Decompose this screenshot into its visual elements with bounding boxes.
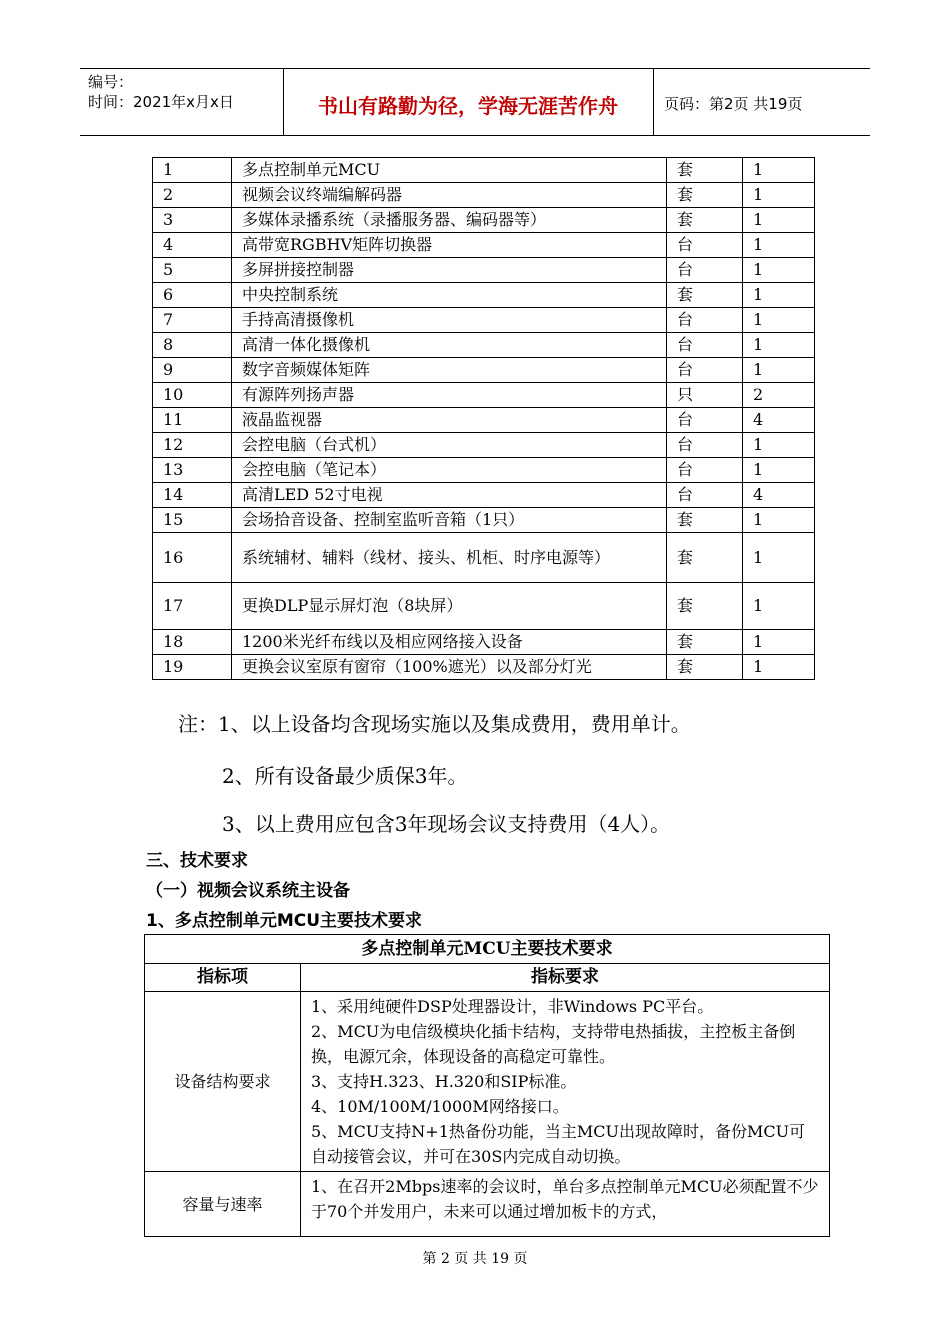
row-number: 10 [153, 383, 232, 408]
row-item-name: 1200米光纤布线以及相应网络接入设备 [232, 630, 667, 655]
row-item-name: 数字音频媒体矩阵 [232, 358, 667, 383]
note-3: 3、以上费用应包含3年现场会议支持费用（4人）。 [222, 812, 671, 836]
row-item-name: 有源阵列扬声器 [232, 383, 667, 408]
table-row [153, 383, 815, 408]
row-item-name: 高清一体化摄像机 [232, 333, 667, 358]
header-bottom-rule [80, 135, 870, 136]
header-page-label: 页码：第2页 共19页 [664, 95, 803, 113]
row-item-name: 手持高清摄像机 [232, 308, 667, 333]
row-unit: 台 [667, 483, 743, 508]
row-number: 7 [153, 308, 232, 333]
row-unit: 套 [667, 283, 743, 308]
row-unit: 台 [667, 308, 743, 333]
row-item-name: 多点控制单元MCU [232, 158, 667, 183]
row-number: 5 [153, 258, 232, 283]
requirement-item: 4、10M/100M/1000M网络接口。 [311, 1097, 569, 1116]
row-number: 12 [153, 433, 232, 458]
row-unit: 套 [667, 655, 743, 680]
row-unit: 台 [667, 433, 743, 458]
table-row [145, 1172, 830, 1237]
row-quantity: 1 [743, 358, 815, 383]
row-unit: 台 [667, 333, 743, 358]
row-item-name: 会场拾音设备、控制室监听音箱（1只） [232, 508, 667, 533]
row-unit: 台 [667, 358, 743, 383]
requirement-item: 2、MCU为电信级模块化插卡结构，支持带电热插拔，主控板主备倒换，电源冗余，体现设备的高稳定可靠性。 [311, 1022, 796, 1066]
row-item-name: 系统辅材、辅料（线材、接头、机柜、时序电源等） [232, 533, 667, 583]
note-1: 注：1、以上设备均含现场实施以及集成费用，费用单计。 [178, 712, 691, 736]
requirement-key: 容量与速率 [145, 1172, 301, 1237]
row-quantity: 1 [743, 233, 815, 258]
row-item-name: 更换会议室原有窗帘（100%遮光）以及部分灯光 [232, 655, 667, 680]
header-divider-right [653, 68, 654, 135]
row-quantity: 1 [743, 258, 815, 283]
table-row [153, 508, 815, 533]
row-unit: 套 [667, 208, 743, 233]
table-row [153, 158, 815, 183]
table-row [153, 233, 815, 258]
table-row [153, 283, 815, 308]
requirement-value [301, 992, 830, 1172]
header-motto: 书山有路勤为径，学海无涯苦作舟 [318, 94, 618, 118]
row-unit: 套 [667, 183, 743, 208]
mcu-requirements-table [144, 934, 830, 1237]
row-number: 19 [153, 655, 232, 680]
item-heading: 1、多点控制单元MCU主要技术要求 [146, 911, 423, 931]
table-row [153, 483, 815, 508]
table-row [153, 408, 815, 433]
row-quantity: 4 [743, 408, 815, 433]
row-quantity: 1 [743, 208, 815, 233]
requirement-item: 3、支持H.323、H.320和SIP标准。 [311, 1072, 577, 1091]
table-row [153, 583, 815, 630]
row-unit: 台 [667, 458, 743, 483]
subsection-heading: （一）视频会议系统主设备 [146, 881, 350, 901]
row-unit: 只 [667, 383, 743, 408]
row-quantity: 1 [743, 508, 815, 533]
row-unit: 套 [667, 630, 743, 655]
table-row [153, 183, 815, 208]
row-quantity: 1 [743, 583, 815, 630]
row-number: 18 [153, 630, 232, 655]
row-quantity: 4 [743, 483, 815, 508]
row-item-name: 会控电脑（台式机） [232, 433, 667, 458]
row-unit: 台 [667, 408, 743, 433]
table-row [153, 655, 815, 680]
table-row [153, 358, 815, 383]
table-row [153, 258, 815, 283]
row-number: 1 [153, 158, 232, 183]
table-row [153, 630, 815, 655]
row-unit: 台 [667, 233, 743, 258]
table-row [153, 333, 815, 358]
row-item-name: 多屏拼接控制器 [232, 258, 667, 283]
row-quantity: 1 [743, 433, 815, 458]
row-item-name: 视频会议终端编解码器 [232, 183, 667, 208]
requirement-value [301, 1172, 830, 1237]
row-unit: 套 [667, 583, 743, 630]
row-item-name: 更换DLP显示屏灯泡（8块屏） [232, 583, 667, 630]
doc-number-label: 编号： [88, 73, 134, 91]
row-item-name: 会控电脑（笔记本） [232, 458, 667, 483]
page-footer: 第 2 页 共 19 页 [422, 1251, 528, 1267]
requirement-key: 设备结构要求 [145, 992, 301, 1172]
row-number: 13 [153, 458, 232, 483]
section-heading: 三、技术要求 [146, 851, 248, 871]
table-row [153, 208, 815, 233]
table-row [153, 533, 815, 583]
doc-time-label: 时间：2021年x月x日 [88, 93, 234, 111]
row-quantity: 1 [743, 158, 815, 183]
row-number: 3 [153, 208, 232, 233]
note-2: 2、所有设备最少质保3年。 [222, 764, 468, 788]
row-item-name: 高带宽RGBHV矩阵切换器 [232, 233, 667, 258]
header-meta [88, 72, 234, 112]
requirement-item: 5、MCU支持N+1热备份功能，当主MCU出现故障时，备份MCU可自动接管会议，并可在30S内完成自动切换。 [311, 1122, 806, 1166]
row-unit: 套 [667, 158, 743, 183]
row-number: 4 [153, 233, 232, 258]
row-number: 8 [153, 333, 232, 358]
row-number: 15 [153, 508, 232, 533]
row-number: 2 [153, 183, 232, 208]
row-unit: 套 [667, 508, 743, 533]
row-item-name: 多媒体录播系统（录播服务器、编码器等） [232, 208, 667, 233]
row-item-name: 液晶监视器 [232, 408, 667, 433]
table-title: 多点控制单元MCU主要技术要求 [145, 935, 830, 964]
row-quantity: 1 [743, 283, 815, 308]
row-number: 14 [153, 483, 232, 508]
row-quantity: 1 [743, 655, 815, 680]
row-quantity: 1 [743, 183, 815, 208]
column-header-key: 指标项 [145, 964, 301, 992]
requirement-item: 1、采用纯硬件DSP处理器设计，非Windows PC平台。 [311, 997, 714, 1016]
requirement-item: 1、在召开2Mbps速率的会议时，单台多点控制单元MCU必须配置不少于70个并发用户，未来可以通过增加板卡的方式， [311, 1177, 819, 1221]
row-unit: 套 [667, 533, 743, 583]
row-number: 6 [153, 283, 232, 308]
table-row [153, 308, 815, 333]
table-row [153, 433, 815, 458]
row-number: 9 [153, 358, 232, 383]
row-quantity: 1 [743, 458, 815, 483]
table-row [145, 992, 830, 1172]
header-top-rule [80, 68, 870, 69]
row-quantity: 1 [743, 333, 815, 358]
equipment-table [152, 157, 815, 680]
column-header-value: 指标要求 [301, 964, 830, 992]
row-item-name: 中央控制系统 [232, 283, 667, 308]
row-quantity: 1 [743, 630, 815, 655]
row-unit: 台 [667, 258, 743, 283]
table-row [153, 458, 815, 483]
row-number: 17 [153, 583, 232, 630]
row-quantity: 2 [743, 383, 815, 408]
row-number: 16 [153, 533, 232, 583]
row-quantity: 1 [743, 308, 815, 333]
row-number: 11 [153, 408, 232, 433]
row-item-name: 高清LED 52寸电视 [232, 483, 667, 508]
row-quantity: 1 [743, 533, 815, 583]
